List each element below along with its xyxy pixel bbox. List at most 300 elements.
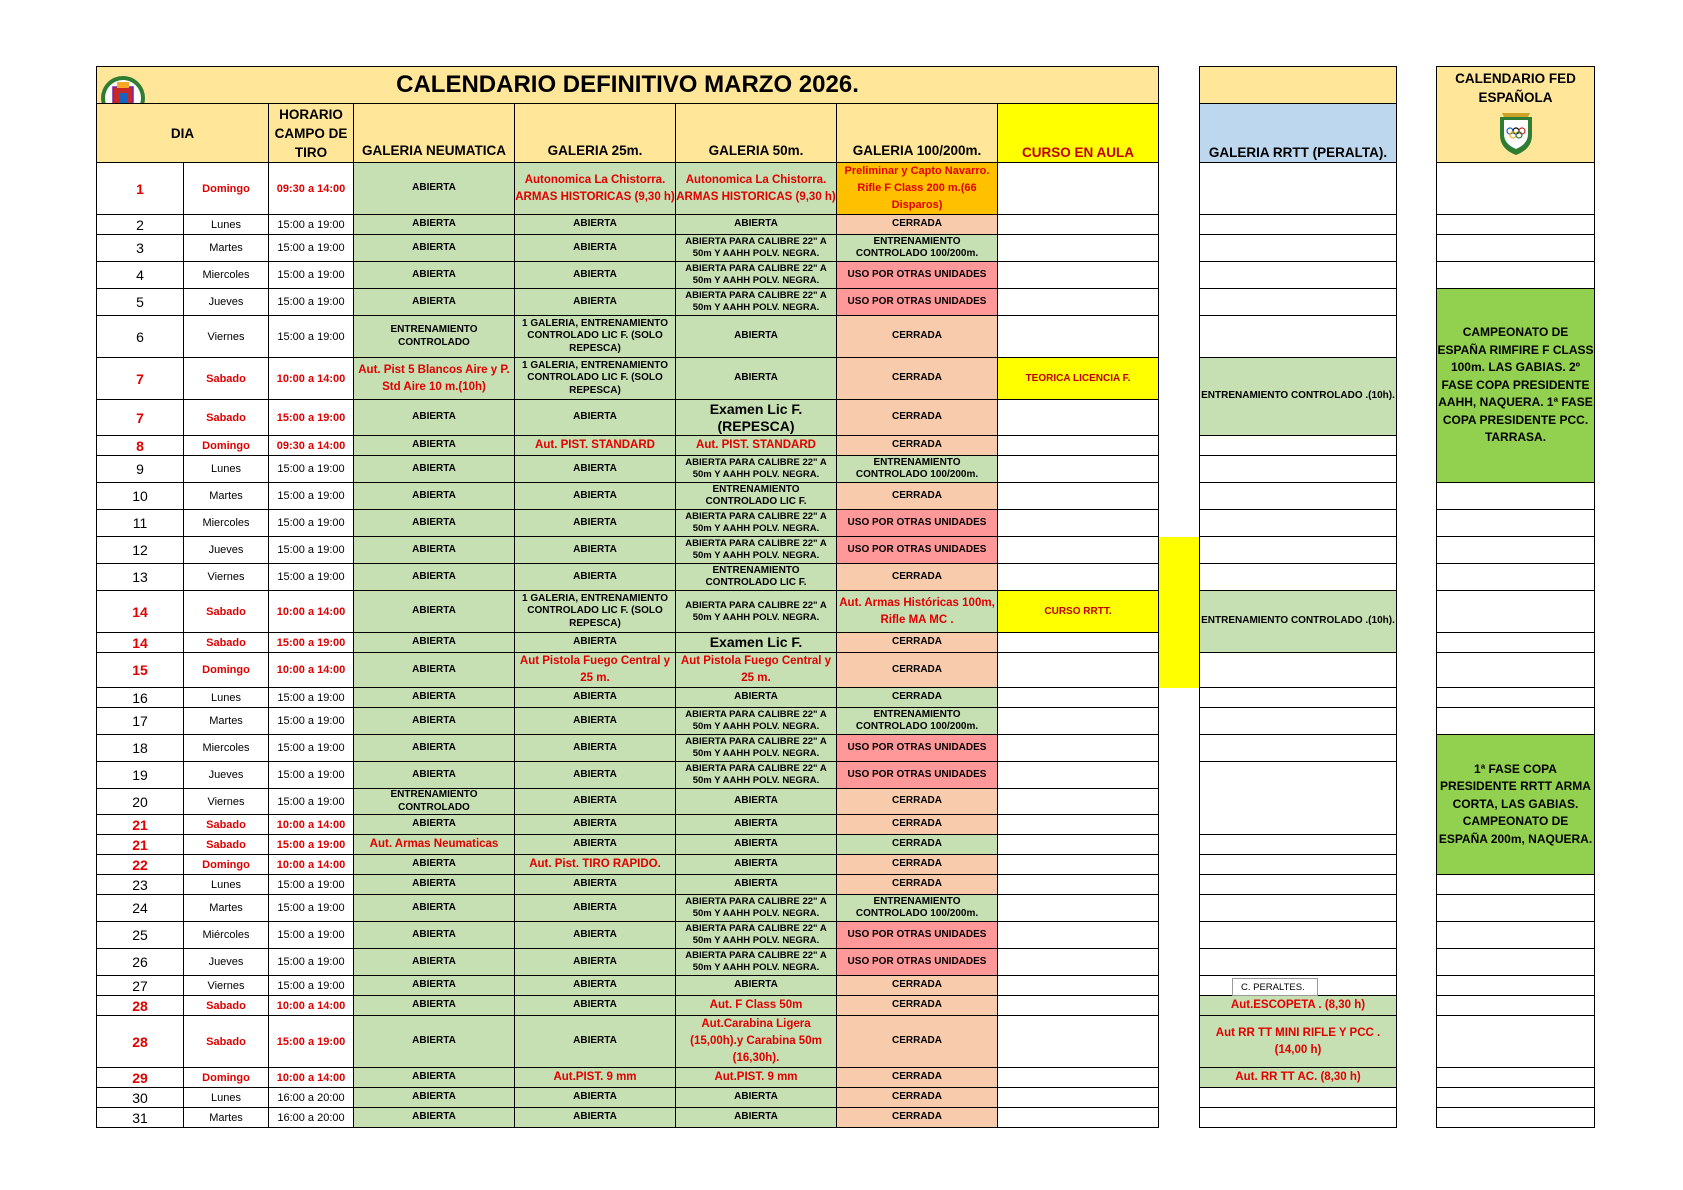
cell-weekday: Sabado — [184, 835, 269, 855]
cell-day: 21 — [97, 815, 184, 835]
cell-hours: 15:00 a 19:00 — [269, 875, 354, 895]
cell-g50: ABIERTA PARA CALIBRE 22" A 50m Y AAHH POLV. NEGRA. — [676, 537, 837, 564]
cell-day: 17 — [97, 708, 184, 735]
cell-weekday: Sabado — [184, 1016, 269, 1068]
cell-g25: ABIERTA — [515, 633, 676, 653]
cell-aula — [998, 1088, 1159, 1108]
cell-aula — [998, 436, 1159, 456]
spacer — [1397, 289, 1437, 316]
cell-aula — [998, 949, 1159, 976]
cell-day: 15 — [97, 653, 184, 688]
cell-day: 4 — [97, 262, 184, 289]
table-row — [97, 762, 1595, 789]
cell-g50: ABIERTA PARA CALIBRE 22" A 50m Y AAHH POLV. NEGRA. — [676, 762, 837, 789]
cell-aula — [998, 708, 1159, 735]
spacer — [1159, 537, 1200, 564]
table-row — [97, 976, 1595, 996]
cell-g100: USO POR OTRAS UNIDADES — [837, 762, 998, 789]
cell-g50: Autonomica La Chistorra. ARMAS HISTORICAS (9,30 h) — [676, 163, 837, 215]
spacer — [1397, 653, 1437, 688]
cell-neu: ABIERTA — [354, 653, 515, 688]
cell-weekday: Martes — [184, 483, 269, 510]
cell-g25: ABIERTA — [515, 510, 676, 537]
cell-hours: 15:00 a 19:00 — [269, 537, 354, 564]
cell-g50: ABIERTA PARA CALIBRE 22" A 50m Y AAHH POLV. NEGRA. — [676, 922, 837, 949]
cell-g50: ABIERTA PARA CALIBRE 22" A 50m Y AAHH POLV. NEGRA. — [676, 262, 837, 289]
cell-g25: Aut Pistola Fuego Central y 25 m. — [515, 653, 676, 688]
cell-g100: ENTRENAMIENTO CONTROLADO 100/200m. — [837, 235, 998, 262]
spacer — [1397, 1108, 1437, 1128]
cell-g25: 1 GALERIA, ENTRENAMIENTO CONTROLADO LIC F. (SOLO REPESCA) — [515, 316, 676, 358]
cell-g50: ENTRENAMIENTO CONTROLADO LIC F. — [676, 564, 837, 591]
cell-rrtt — [1200, 735, 1397, 762]
cell-g100: CERRADA — [837, 633, 998, 653]
spacer — [1159, 456, 1200, 483]
cell-day: 19 — [97, 762, 184, 789]
calendar-table — [96, 66, 1595, 1128]
cell-aula — [998, 996, 1159, 1016]
spacer — [1397, 835, 1437, 855]
cell-g100: CERRADA — [837, 1108, 998, 1128]
cell-rrtt — [1200, 456, 1397, 483]
cell-g100: CERRADA — [837, 815, 998, 835]
cell-hours: 15:00 a 19:00 — [269, 688, 354, 708]
spacer — [1159, 708, 1200, 735]
cell-g25: ABIERTA — [515, 922, 676, 949]
cell-day: 25 — [97, 922, 184, 949]
spacer — [1397, 762, 1437, 789]
cell-weekday: Miercoles — [184, 262, 269, 289]
spacer — [1397, 163, 1437, 215]
cell-neu: ABIERTA — [354, 537, 515, 564]
cell-aula — [998, 510, 1159, 537]
cell-g25: ABIERTA — [515, 235, 676, 262]
cell-weekday: Jueves — [184, 762, 269, 789]
cell-g50: Aut. PIST. STANDARD — [676, 436, 837, 456]
cell-neu: ABIERTA — [354, 456, 515, 483]
cell-weekday: Domingo — [184, 1068, 269, 1088]
cell-g100: CERRADA — [837, 316, 998, 358]
cell-aula — [998, 1068, 1159, 1088]
cell-hours: 10:00 a 14:00 — [269, 591, 354, 633]
federation-crest-icon — [1494, 107, 1538, 157]
cell-day: 26 — [97, 949, 184, 976]
cell-g50: ENTRENAMIENTO CONTROLADO LIC F. — [676, 483, 837, 510]
cell-aula — [998, 855, 1159, 875]
cell-weekday: Jueves — [184, 949, 269, 976]
cell-aula — [998, 688, 1159, 708]
cell-hours: 15:00 a 19:00 — [269, 235, 354, 262]
cell-g50: ABIERTA PARA CALIBRE 22" A 50m Y AAHH POLV. NEGRA. — [676, 235, 837, 262]
header-rrtt: GALERIA RRTT (PERALTA). — [1200, 104, 1397, 163]
spacer — [1159, 215, 1200, 235]
table-row — [97, 1068, 1595, 1088]
table-row — [97, 235, 1595, 262]
table-row — [97, 949, 1595, 976]
cell-aula — [998, 316, 1159, 358]
cell-g50: Examen Lic F. — [676, 633, 837, 653]
cell-weekday: Miércoles — [184, 922, 269, 949]
spacer — [1397, 949, 1437, 976]
spacer — [1159, 67, 1200, 104]
header-dia: DIA — [97, 104, 269, 163]
cell-weekday: Sabado — [184, 633, 269, 653]
cell-g50: Aut.PIST. 9 mm — [676, 1068, 837, 1088]
spacer — [1397, 436, 1437, 456]
spacer — [1159, 735, 1200, 762]
cell-g25: ABIERTA — [515, 835, 676, 855]
title-cell — [97, 67, 1159, 104]
cell-day: 18 — [97, 735, 184, 762]
cell-rrtt — [1200, 895, 1397, 922]
table-row — [97, 316, 1595, 358]
cell-day: 6 — [97, 316, 184, 358]
cell-g100: CERRADA — [837, 564, 998, 591]
page-title: CALENDARIO DEFINITIVO MARZO 2026. — [396, 71, 859, 99]
table-row — [97, 1016, 1595, 1068]
cell-weekday: Viernes — [184, 316, 269, 358]
cell-g25: ABIERTA — [515, 688, 676, 708]
table-row — [97, 358, 1595, 400]
cell-hours: 15:00 a 19:00 — [269, 789, 354, 815]
cell-fed: 1ª FASE COPA PRESIDENTE RRTT ARMA CORTA, LAS GABIAS. CAMPEONATO DE ESPAÑA 200m, NAQUERA. — [1437, 735, 1595, 875]
cell-g100: CERRADA — [837, 855, 998, 875]
title-cell-right — [1200, 67, 1397, 104]
cell-g50: ABIERTA — [676, 815, 837, 835]
cell-neu: ABIERTA — [354, 815, 515, 835]
cell-g100: CERRADA — [837, 1068, 998, 1088]
cell-neu: ABIERTA — [354, 591, 515, 633]
cell-fed — [1437, 976, 1595, 996]
cell-day: 2 — [97, 215, 184, 235]
cell-neu: ABIERTA — [354, 483, 515, 510]
cell-weekday: Jueves — [184, 537, 269, 564]
cell-hours: 10:00 a 14:00 — [269, 855, 354, 875]
cell-rrtt — [1200, 855, 1397, 875]
spacer — [1159, 163, 1200, 215]
cell-g100: CERRADA — [837, 835, 998, 855]
spacer — [1397, 235, 1437, 262]
spacer — [1159, 996, 1200, 1016]
spacer — [1397, 483, 1437, 510]
cell-day: 12 — [97, 537, 184, 564]
cell-fed — [1437, 653, 1595, 688]
cell-fed — [1437, 922, 1595, 949]
cell-g25: ABIERTA — [515, 735, 676, 762]
cell-g100: CERRADA — [837, 358, 998, 400]
spacer — [1159, 949, 1200, 976]
cell-g25: ABIERTA — [515, 996, 676, 1016]
table-row — [97, 564, 1595, 591]
header-galeria-100: GALERIA 100/200m. — [837, 104, 998, 163]
cell-g25: ABIERTA — [515, 262, 676, 289]
cell-rrtt: ENTRENAMIENTO CONTROLADO .(10h). — [1200, 591, 1397, 653]
cell-day: 8 — [97, 436, 184, 456]
spacer — [1159, 436, 1200, 456]
cell-rrtt — [1200, 537, 1397, 564]
spacer — [1397, 1088, 1437, 1108]
cell-neu: ABIERTA — [354, 262, 515, 289]
cell-aula — [998, 262, 1159, 289]
cell-weekday: Lunes — [184, 875, 269, 895]
cell-aula — [998, 1108, 1159, 1128]
cell-weekday: Lunes — [184, 215, 269, 235]
cell-rrtt — [1200, 835, 1397, 855]
cell-neu: ABIERTA — [354, 289, 515, 316]
cell-g50: ABIERTA PARA CALIBRE 22" A 50m Y AAHH POLV. NEGRA. — [676, 735, 837, 762]
cell-hours: 16:00 a 20:00 — [269, 1088, 354, 1108]
cell-hours: 15:00 a 19:00 — [269, 483, 354, 510]
cell-day: 21 — [97, 835, 184, 855]
cell-day: 30 — [97, 1088, 184, 1108]
header-galeria-25: GALERIA 25m. — [515, 104, 676, 163]
cell-weekday: Jueves — [184, 289, 269, 316]
cell-fed — [1437, 875, 1595, 895]
cell-neu: ABIERTA — [354, 1068, 515, 1088]
spacer — [1159, 1016, 1200, 1068]
cell-g50: ABIERTA — [676, 1088, 837, 1108]
fed-header-label: CALENDARIO FED ESPAÑOLA — [1455, 71, 1576, 105]
cell-hours: 15:00 a 19:00 — [269, 633, 354, 653]
cell-g25: ABIERTA — [515, 789, 676, 815]
cell-g50: ABIERTA — [676, 789, 837, 815]
cell-hours: 15:00 a 19:00 — [269, 976, 354, 996]
spacer — [1397, 510, 1437, 537]
cell-neu: ABIERTA — [354, 633, 515, 653]
cell-hours: 15:00 a 19:00 — [269, 262, 354, 289]
spacer — [1397, 855, 1437, 875]
cell-neu: ABIERTA — [354, 564, 515, 591]
cell-g100: CERRADA — [837, 976, 998, 996]
spacer — [1397, 633, 1437, 653]
cell-aula — [998, 835, 1159, 855]
cell-neu: ABIERTA — [354, 510, 515, 537]
cell-rrtt — [1200, 875, 1397, 895]
cell-aula — [998, 163, 1159, 215]
cell-day: 14 — [97, 591, 184, 633]
cell-g25: ABIERTA — [515, 537, 676, 564]
cell-g25: Aut.PIST. 9 mm — [515, 1068, 676, 1088]
cell-day: 9 — [97, 456, 184, 483]
cell-g50: ABIERTA PARA CALIBRE 22" A 50m Y AAHH POLV. NEGRA. — [676, 591, 837, 633]
cell-day: 28 — [97, 1016, 184, 1068]
cell-day: 23 — [97, 875, 184, 895]
spacer — [1159, 855, 1200, 875]
cell-hours: 10:00 a 14:00 — [269, 653, 354, 688]
cell-weekday: Domingo — [184, 436, 269, 456]
cell-g25: ABIERTA — [515, 875, 676, 895]
cell-hours: 09:30 a 14:00 — [269, 436, 354, 456]
spacer — [1159, 895, 1200, 922]
cell-aula — [998, 483, 1159, 510]
table-row — [97, 289, 1595, 316]
cell-fed — [1437, 235, 1595, 262]
spacer — [1397, 688, 1437, 708]
cell-rrtt: ENTRENAMIENTO CONTROLADO .(10h). — [1200, 358, 1397, 436]
cell-g100: CERRADA — [837, 996, 998, 1016]
spacer — [1159, 688, 1200, 708]
cell-neu: ABIERTA — [354, 735, 515, 762]
cell-g25: ABIERTA — [515, 815, 676, 835]
cell-g100: USO POR OTRAS UNIDADES — [837, 510, 998, 537]
cell-g100: USO POR OTRAS UNIDADES — [837, 735, 998, 762]
cell-hours: 15:00 a 19:00 — [269, 922, 354, 949]
spacer — [1159, 316, 1200, 358]
cell-hours: 15:00 a 19:00 — [269, 564, 354, 591]
spacer — [1159, 235, 1200, 262]
cell-hours: 15:00 a 19:00 — [269, 835, 354, 855]
cell-fed — [1437, 895, 1595, 922]
cell-fed — [1437, 949, 1595, 976]
spacer — [1397, 215, 1437, 235]
cell-g25: 1 GALERIA, ENTRENAMIENTO CONTROLADO LIC F. (SOLO REPESCA) — [515, 591, 676, 633]
cell-weekday: Sabado — [184, 358, 269, 400]
table-row — [97, 510, 1595, 537]
spacer — [1397, 456, 1437, 483]
cell-weekday: Martes — [184, 895, 269, 922]
cell-weekday: Viernes — [184, 789, 269, 815]
table-row — [97, 688, 1595, 708]
cell-hours: 15:00 a 19:00 — [269, 215, 354, 235]
cell-hours: 15:00 a 19:00 — [269, 762, 354, 789]
cell-g100: CERRADA — [837, 653, 998, 688]
cell-day: 11 — [97, 510, 184, 537]
cell-neu: ABIERTA — [354, 949, 515, 976]
spacer — [1159, 1108, 1200, 1128]
cell-aula — [998, 922, 1159, 949]
cell-day: 20 — [97, 789, 184, 815]
cell-fed — [1437, 708, 1595, 735]
spacer — [1159, 564, 1200, 591]
cell-g25: 1 GALERIA, ENTRENAMIENTO CONTROLADO LIC F. (SOLO REPESCA) — [515, 358, 676, 400]
cell-rrtt — [1200, 215, 1397, 235]
cell-weekday: Sabado — [184, 996, 269, 1016]
cell-neu: ABIERTA — [354, 1108, 515, 1128]
cell-day: 31 — [97, 1108, 184, 1128]
club-crest-icon — [99, 73, 147, 104]
cell-g100: Aut. Armas Históricas 100m, Rifle MA MC . — [837, 591, 998, 633]
cell-hours: 10:00 a 14:00 — [269, 358, 354, 400]
spacer — [1159, 1068, 1200, 1088]
cell-neu: ABIERTA — [354, 688, 515, 708]
cell-day: 7 — [97, 358, 184, 400]
cell-weekday: Martes — [184, 1108, 269, 1128]
cell-fed — [1437, 163, 1595, 215]
table-row — [97, 875, 1595, 895]
cell-weekday: Sabado — [184, 400, 269, 436]
cell-aula — [998, 400, 1159, 436]
cell-g50: ABIERTA — [676, 688, 837, 708]
spacer — [1397, 67, 1437, 104]
cell-rrtt — [1200, 1088, 1397, 1108]
table-row — [97, 1108, 1595, 1128]
cell-weekday: Martes — [184, 708, 269, 735]
table-row — [97, 895, 1595, 922]
spacer — [1159, 1088, 1200, 1108]
cell-rrtt — [1200, 510, 1397, 537]
cell-neu: ABIERTA — [354, 163, 515, 215]
spacer — [1159, 653, 1200, 688]
spacer — [1397, 922, 1437, 949]
cell-rrtt — [1200, 653, 1397, 688]
cell-g50: ABIERTA — [676, 316, 837, 358]
cell-neu: ABIERTA — [354, 855, 515, 875]
spacer — [1159, 104, 1200, 163]
cell-day: 28 — [97, 996, 184, 1016]
table-row — [97, 537, 1595, 564]
cell-fed — [1437, 1068, 1595, 1088]
table-row — [97, 163, 1595, 215]
cell-aula — [998, 289, 1159, 316]
table-row — [97, 996, 1595, 1016]
cell-fed — [1437, 996, 1595, 1016]
cell-g50: Aut. F Class 50m — [676, 996, 837, 1016]
cell-g50: Aut Pistola Fuego Central y 25 m. — [676, 653, 837, 688]
cell-neu: ABIERTA — [354, 976, 515, 996]
cell-hours: 10:00 a 14:00 — [269, 1068, 354, 1088]
cell-day: 1 — [97, 163, 184, 215]
cell-g25: ABIERTA — [515, 564, 676, 591]
cell-day: 3 — [97, 235, 184, 262]
cell-g100: CERRADA — [837, 688, 998, 708]
cell-hours: 15:00 a 19:00 — [269, 456, 354, 483]
cell-day: 27 — [97, 976, 184, 996]
cell-neu: ABIERTA — [354, 895, 515, 922]
cell-rrtt: Aut RR TT MINI RIFLE Y PCC . (14,00 h) — [1200, 1016, 1397, 1068]
cell-g25: ABIERTA — [515, 400, 676, 436]
cell-g50: ABIERTA PARA CALIBRE 22" A 50m Y AAHH POLV. NEGRA. — [676, 456, 837, 483]
cell-weekday: Lunes — [184, 456, 269, 483]
table-row — [97, 591, 1595, 633]
spacer — [1397, 815, 1437, 835]
cell-g100: CERRADA — [837, 483, 998, 510]
cell-g50: ABIERTA PARA CALIBRE 22" A 50m Y AAHH POLV. NEGRA. — [676, 510, 837, 537]
cell-g25: ABIERTA — [515, 1016, 676, 1068]
cell-aula: CURSO RRTT. — [998, 591, 1159, 633]
cell-neu: ABIERTA — [354, 436, 515, 456]
cell-neu: ABIERTA — [354, 1016, 515, 1068]
cell-g25: Aut. PIST. STANDARD — [515, 436, 676, 456]
cell-weekday: Domingo — [184, 653, 269, 688]
cell-day: 7 — [97, 400, 184, 436]
cell-aula — [998, 976, 1159, 996]
cell-rrtt — [1200, 564, 1397, 591]
cell-neu: ABIERTA — [354, 922, 515, 949]
cell-hours: 15:00 a 19:00 — [269, 289, 354, 316]
cell-g25: ABIERTA — [515, 762, 676, 789]
cell-rrtt — [1200, 289, 1397, 316]
spacer — [1397, 996, 1437, 1016]
cell-fed — [1437, 537, 1595, 564]
cell-weekday: Miercoles — [184, 510, 269, 537]
spacer — [1397, 400, 1437, 436]
cell-fed — [1437, 215, 1595, 235]
cell-g50: ABIERTA PARA CALIBRE 22" A 50m Y AAHH POLV. NEGRA. — [676, 289, 837, 316]
cell-hours: 15:00 a 19:00 — [269, 895, 354, 922]
cell-weekday: Viernes — [184, 976, 269, 996]
cell-hours: 10:00 a 14:00 — [269, 815, 354, 835]
cell-aula — [998, 789, 1159, 815]
cell-neu: ABIERTA — [354, 875, 515, 895]
cell-rrtt — [1200, 316, 1397, 358]
cell-rrtt: Aut. RR TT AC. (8,30 h) — [1200, 1068, 1397, 1088]
cell-rrtt — [1200, 436, 1397, 456]
cell-g50: ABIERTA — [676, 875, 837, 895]
spacer — [1159, 976, 1200, 996]
cell-g25: Aut. Pist. TIRO RAPIDO. — [515, 855, 676, 875]
header-horario: HORARIO CAMPO DE TIRO — [269, 104, 354, 163]
cell-fed — [1437, 1016, 1595, 1068]
